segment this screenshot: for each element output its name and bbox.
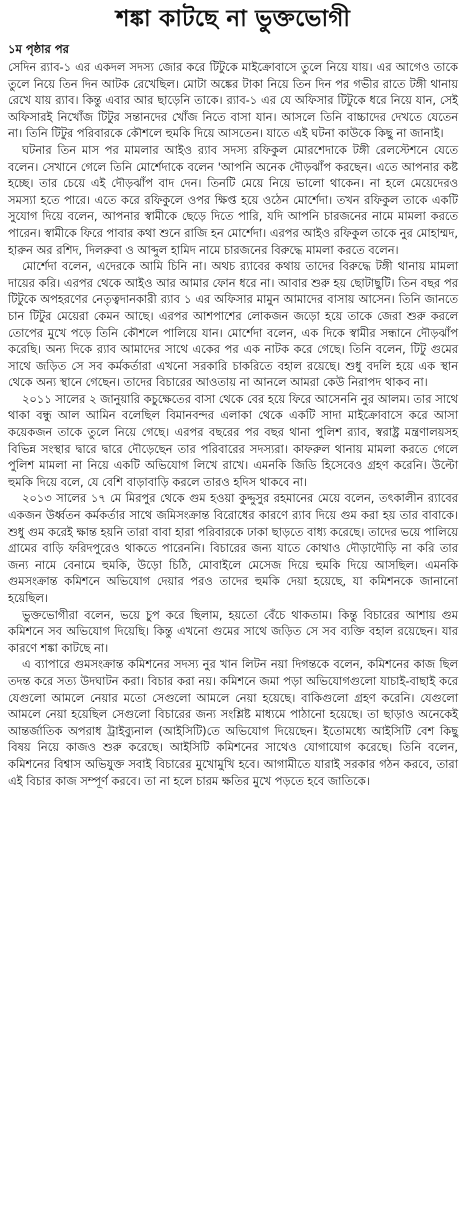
article-paragraph-6: ভুক্তভোগীরা বলেন, ভয়ে চুপ করে ছিলাম, হয়তো বেঁচে থাকতাম। কিন্তু বিচারের আশায় গুম কমিশনে সব অভিযোগ দিয়েছি। কিন্তু এখনো গুমের সাথে জড়িত সে সব ব্যক্তি বহাল রয়েছেন। যার কারণে শঙ্কা কাটছে না।: [8, 607, 458, 655]
article-paragraph-4: ২০১১ সালের ২ জানুয়ারি কচুক্ষেতের বাসা থেকে বের হয়ে ফিরে আসেননি নুর আলম। তার সাথে থাকা বন্ধু আল আমিন বলেছিল বিমানবন্দর এলাকা থেকে একটি সাদা মাইক্রোবাসে করে আসা কয়েকজন তাকে তুলে নিয়ে গেছে। এরপর বছরের পর বছর থানা পুলিশ র‍্যাব, স্বরাষ্ট্র মন্ত্রণালয়সহ বিভিন্ন সংস্থার দ্বারে দ্বারে দৌড়েছেন তার পরিবারের সদস্যরা। কাফরুল থানায় মামলা করতে গেলে পুলিশ মামলা না নিয়ে একটি অভিযোগ লিখে রাখে। এমনকি জিডি হিসেবেও গ্রহণ করেনি। উল্টো হুমকি দিয়ে বলে, যে বেশি বাড়াবাড়ি করলে তারও হদিস থাকবে না।: [8, 391, 458, 489]
article-paragraph-2: ঘটনার তিন মাস পর মামলার আইও র‍্যাব সদস্য রফিকুল মোরশেদাকে টঙ্গী রেলস্টেশনে যেতে বলেন। সেখানে গেলে তিনি মোর্শেদাকে বলেন 'আপনি অনেক দৌড়ঝাঁপ করছেন। এতে আপনার কষ্ট হচ্ছে। তার চেয়ে এই দৌড়ঝাঁপ বাদ দেন। তিনটি মেয়ে নিয়ে ভালো থাকেন। না হলে মেয়েদেরও সমস্যা হতে পারে। এতে করে রফিকুলে ওপর ক্ষিপ্ত হয়ে ওঠেন মোর্শেদা। তখন রফিকুল তাকে একটি সুযোগ দিয়ে বলেন, আপনার স্বামীকে ছেড়ে দিতে পারি, যদি আপনি চারজনের নামে মামলা করতে পারেন। স্বামীকে ফিরে পাবার কথা শুনে রাজি হন মোর্শেদা। এরপর আইও রফিকুল তাকে নুর মোহাম্মদ, হারুন অর রশিদ, দিলরুবা ও আব্দুল হামিদ নামে চারজনের বিরুদ্ধে মামলা করতে বলেন।: [8, 142, 458, 257]
article-body: [8, 59, 458, 789]
continued-from-label: ১ম পৃষ্ঠার পর: [8, 42, 69, 56]
article-paragraph-3: মোর্শেদা বলেন, এদেরকে আমি চিনি না। অথচ র‍্যাবের কথায় তাদের বিরুদ্ধে টঙ্গী থানায় মামলা দায়ের করি। এরপর থেকে আইও আর আমার ফোন ধরে না। আবার শুরু হয় ছোটাছুটি। তিন বছর পর টিটুকে অপহরণের নেতৃত্বদানকারী র‍্যাব ১ এর অফিসার মামুন আমাদের বাসায় আসেন। তিনি জানতে চান টিটুর মেয়েরা কেমন আছে। এরপর আশপাশের লোকজন জড়ো হয়ে তাকে জেরা শুরু করলে তোপের মুখে পড়ে তিনি কৌশলে পালিয়ে যান। মোর্শেদা বলেন, এক দিকে স্বামীর সন্ধানে দৌড়ঝাঁপ করেছি। অন্য দিকে র‍্যাব আমাদের সাথে একের পর এক নাটক করে গেছে। তিনি বলেন, টিটু গুমের সাথে জড়িত সে সব কর্মকর্তারা এখনো সরকারি চাকরিতে বহাল রয়েছে। শুধু বদলি হয়ে এক স্থান থেকে অন্য স্থানে গেছেন। তাদের বিচারের আওতায় না আনলে আমরা কেউ নিরাপদ থাকব না।: [8, 259, 458, 390]
article-paragraph-5: ২০১৩ সালের ১৭ মে মিরপুর থেকে গুম হওয়া কুদ্দুসুর রহমানের মেয়ে বলেন, তৎকালীন র‍্যাবের একজন উর্ধ্বতন কর্মকর্তার সাথে জমিসংক্রান্ত বিরোধের কারণে র‍্যাব দিয়ে গুম করা হয় তার বাবাকে। শুধু গুম করেই ক্ষান্ত হয়নি তারা বাবা হারা পরিবারকে ঢাকা ছাড়তে বাধ্য করেছে। তাদের ভয়ে পালিয়ে গ্রামের বাড়ি ফরিদপুরেও থাকতে পারেননি। বিচারের জন্য যাতে কোথাও দৌড়াদৌড়ি না করি তার জন্য নামে বেনামে হুমকি, উড়ো চিঠি, মোবাইলে মেসেজ দিয়ে হুমকি দিয়ে আসছিল। এমনকি গুমসংক্রান্ত কমিশনে অভিযোগ দেয়ার পরও তাদের হুমকি দেয়া হয়েছে, যা কমিশনকে জানানো হয়েছিল।: [8, 491, 458, 605]
article-paragraph-1: সেদিন র‍্যাব-১ এর একদল সদস্য জোর করে টিটুকে মাইক্রোবাসে তুলে নিয়ে যায়। এর আগেও তাকে তুলে নিয়ে তিন দিন আটক রেখেছিল। মোটা অঙ্কের টাকা নিয়ে তিন দিন পর গভীর রাতে টঙ্গী থানায় রেখে যায় র‍্যাব। কিন্তু এবার আর ছাড়েনি তাকে। র‍্যাব-১ এর যে অফিসার টিটুকে ধরে নিয়ে যান, সেই অফিসারই নিখোঁজ টিটুর সন্তানদের খোঁজ নিতে বাসা যান। আসলে তিনি বাচ্চাদের দেখতে যেতেন না। তিনি টিটুর পরিবারকে কৌশলে হুমকি দিয়ে আসতেন। যাতে এই ঘটনা কাউকে কিছু না জানাই।: [8, 60, 458, 141]
article-headline: শঙ্কা কাটছে না ভুক্তভোগী: [115, 6, 351, 32]
article-paragraph-7: এ ব্যাপারে গুমসংক্রান্ত কমিশনের সদস্য নুর খান লিটন নয়া দিগন্তকে বলেন, কমিশনের কাজ ছিল তদন্ত করে সত্য উদঘাটন করা। বিচার করা নয়। কমিশনে জমা পড়া অভিযোগগুলো যাচাই-বাছাই করে যেগুলো আমলে নেয়ার মতো সেগুলো আমলে নেয়া হয়েছে। বাকিগুলো গ্রহণ করেনি। যেগুলো আমলে নেয়া হয়েছিল সেগুলো বিচারের জন্য সংশ্লিষ্ট মাধ্যমে পাঠানো হয়েছে। তা ছাড়াও অনেকেই আন্তর্জাতিক অপরাধ ট্রাইব্যুনাল (আইসিটি)তে অভিযোগ দিয়েছেন। ইতোমধ্যে আইসিটি বেশ কিছু বিষয় নিয়ে কাজও শুরু করেছে। আইসিটি কমিশনের সাথেও যোগাযোগ করেছে। তিনি বলেন, কমিশনের বিশ্বাস অভিযুক্ত সবাই বিচারের মুখোমুখি হবে। আগামীতে যারাই সরকার গঠন করবে, তারা এই বিচার কাজ সম্পূর্ণ করবে। তা না হলে চারম ক্ষতির মুখে পড়তে হবে জাতিকে।: [8, 657, 458, 788]
